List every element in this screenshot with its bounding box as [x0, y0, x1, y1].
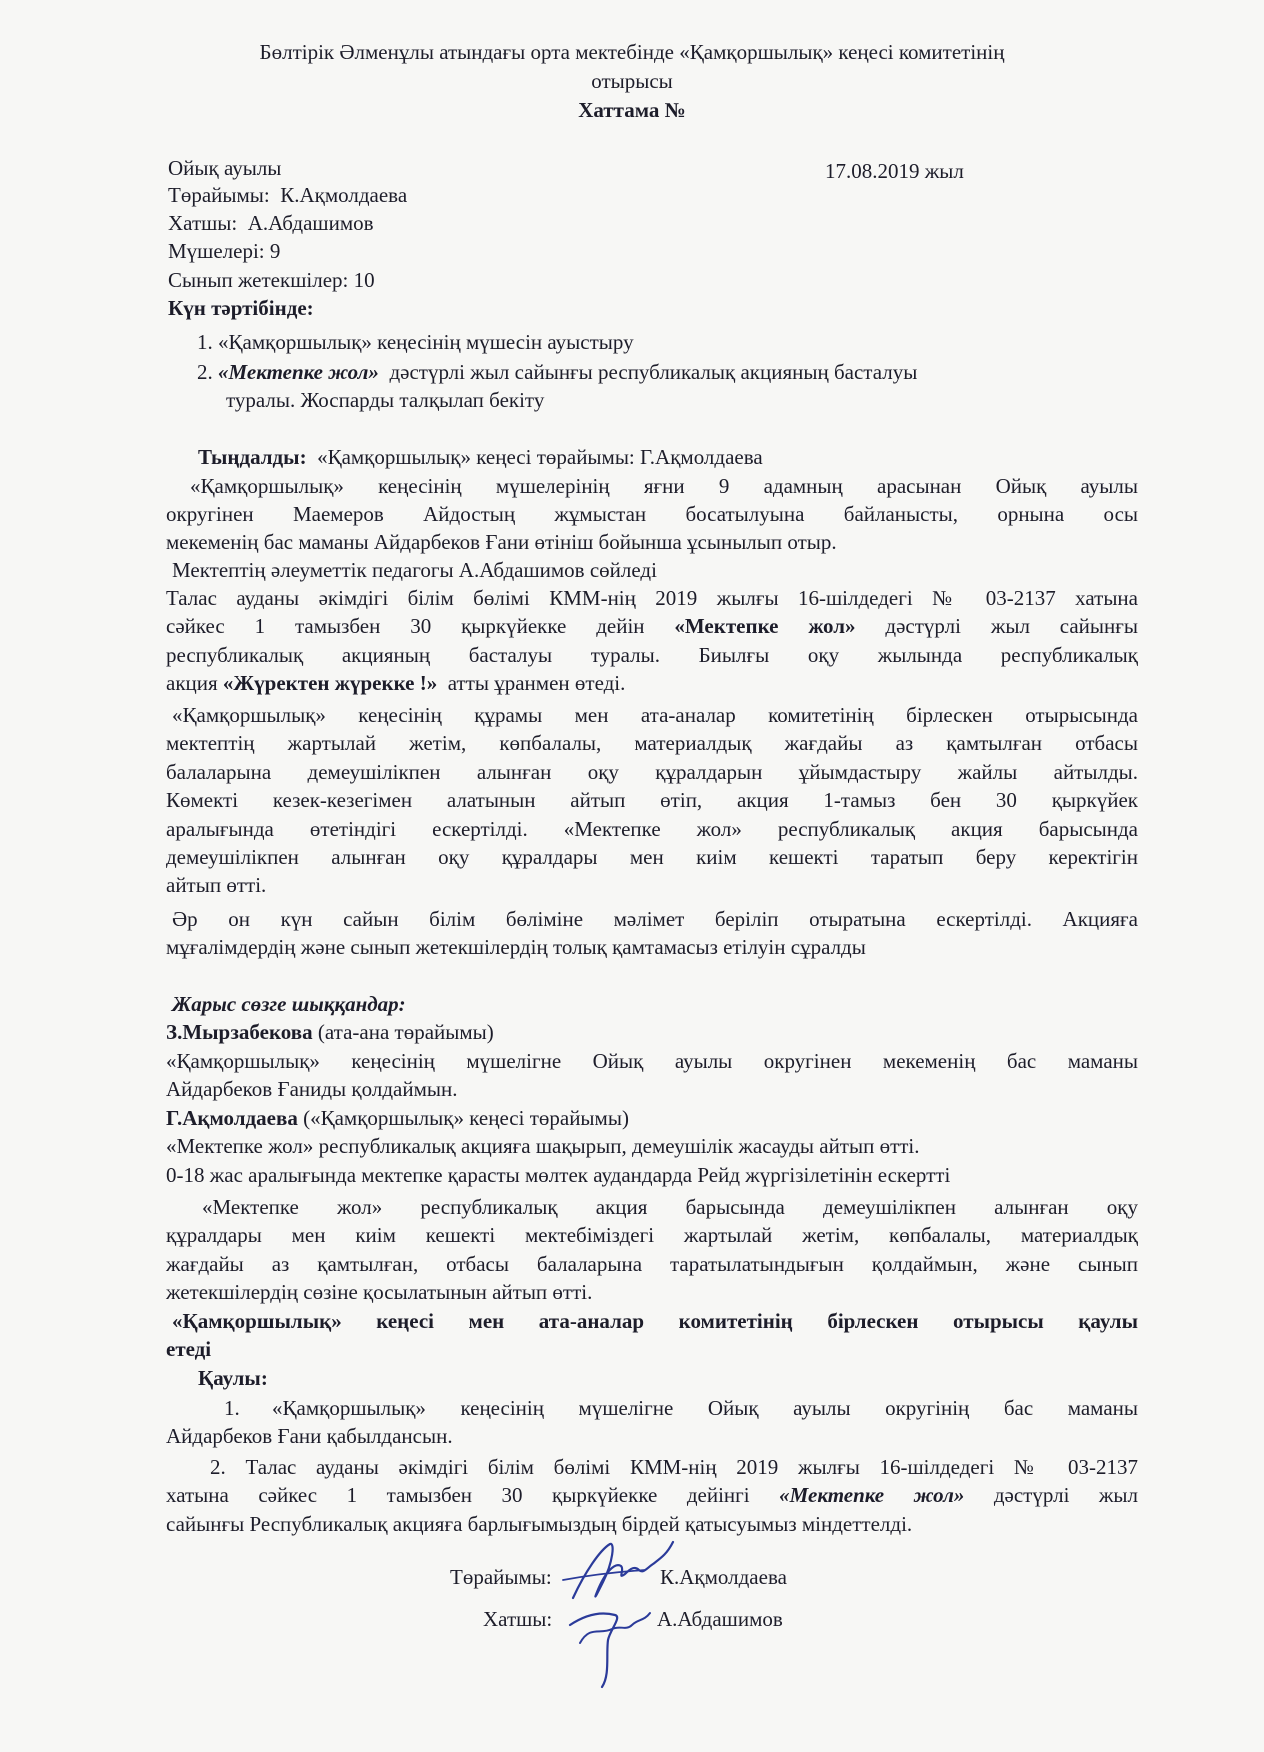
paragraph-line: Айдарбеков Ғаниды қолдаймын.: [166, 1077, 458, 1101]
listened-line: Тыңдалды: «Қамқоршылық» кеңесі төрайымы: Г.Ақмолдаева: [198, 445, 763, 469]
paragraph-line: республикалық акцияның басталуы туралы. Биылғы оқу жылында республикалық: [166, 643, 1138, 667]
agenda-item-2: 2. «Мектепке жол» дәстүрлі жыл сайынғы республикалық акцияның басталуы: [197, 360, 918, 384]
paragraph-line: «Қамқоршылық» кеңесінің мүшелігне Ойық ауылы округінен мекеменің бас маманы: [166, 1049, 1138, 1073]
paragraph-line: құралдары мен киім кешекті мектебіміздегі жартылай жетім, көпбалалы, материалдық: [166, 1223, 1138, 1247]
paragraph-line: «Мектепке жол» республикалық акцияға шақырып, демеушілік жасауды айтып өтті.: [166, 1134, 920, 1158]
paragraph-line: айтып өтті.: [166, 873, 267, 897]
resolution-item-1: «Қамқоршылық» кеңесінің мүшелігне Ойық ауылы округінің бас маманы: [272, 1396, 1138, 1420]
chair-label: Төрайымы:: [168, 183, 270, 207]
resolution-item-2: 2. Талас ауданы әкімдігі білім бөлімі КММ-нің 2019 жылғы 16-шілдедегі № 03-2137: [210, 1455, 1138, 1479]
chair-line: [168, 181, 407, 209]
paragraph-line: Көмекті кезек-кезегімен алатынын айтып өтіп, акция 1-тамыз бен 30 қыркүйек: [166, 788, 1138, 812]
chair-name: К.Ақмолдаева: [280, 183, 408, 207]
members-count: Мүшелері: 9: [168, 239, 281, 263]
paragraph-line: демеушілікпен алынған оқу құралдары мен киім кешекті таратып беру керектігін: [166, 845, 1138, 869]
paragraph-line: аралығында өтетіндігі ескертілді. «Мектепке жол» республикалық акция барысында: [166, 817, 1138, 841]
paragraph-line: сәйкес 1 тамызбен 30 қыркүйекке дейін «Мектепке жол» дәстүрлі жыл сайынғы: [166, 614, 1138, 638]
document-title: Бөлтірік Әлменұлы атындағы орта мектебінде «Қамқоршылық» кеңесі комитетінің: [259, 40, 1005, 64]
signature-chair-name: К.Ақмолдаева: [660, 1565, 787, 1589]
signature-secretary-label: Хатшы:: [483, 1607, 553, 1631]
paragraph-line: жетекшілердің сөзіне қосылатынын айтып өтті.: [166, 1280, 593, 1304]
resolution-heading: Қаулы:: [198, 1366, 268, 1390]
listened-label: Тыңдалды:: [198, 445, 307, 469]
protocol-number: Хаттама №: [578, 98, 686, 122]
secretary-name: А.Абдашимов: [247, 211, 374, 235]
resolution-item-1-cont: Айдарбеков Ғани қабылдансын.: [166, 1424, 453, 1448]
speaker-line: З.Мырзабекова (ата-ана төрайымы): [166, 1020, 494, 1044]
secretary-label: Хатшы:: [168, 211, 238, 235]
paragraph-line: Талас ауданы әкімдігі білім бөлімі КММ-нің 2019 жылғы 16-шілдедегі № 03-2137 хатына: [166, 586, 1138, 610]
agenda-item-2-cont: туралы. Жоспарды талқылап бекіту: [226, 388, 545, 412]
paragraph-line: жағдайы аз қамтылған, отбасы балаларына таратылатындығын қолдаймын, және сынып: [166, 1252, 1138, 1276]
paragraph-line: 0-18 жас аралығында мектепке қарасты мөлтек аудандарда Рейд жүргізілетінін ескертті: [166, 1163, 951, 1187]
debate-heading: Жарыс сөзге шыққандар:: [172, 992, 406, 1016]
paragraph-line: Мектептің әлеуметтік педагогы А.Абдашимов сөйледі: [172, 558, 657, 582]
paragraph-line: мекеменің бас маманы Айдарбеков Ғани өтініш бойынша ұсынылып отыр.: [166, 530, 837, 554]
resolution-intro-cont: етеді: [166, 1337, 212, 1361]
speaker-line: Г.Ақмолдаева («Қамқоршылық» кеңесі төрайымы): [166, 1106, 629, 1130]
meeting-place: Ойық ауылы: [168, 156, 282, 180]
signature-chair-label: Төрайымы:: [450, 1565, 552, 1589]
paragraph-line: мұғалімдердің және сынып жетекшілердің толық қамтамасыз етілуін сұралды: [166, 935, 866, 959]
resolution-item-2-cont: сайынғы Республикалық акцияға барлығымыздың бірдей қатысуымыз міндеттелді.: [166, 1512, 913, 1536]
paragraph-line: мектептің жартылай жетім, көпбалалы, материалдық жағдайы аз қамтылған отбасы: [166, 731, 1138, 755]
paragraph-line: «Мектепке жол» республикалық акция барысында демеушілікпен алынған оқу: [202, 1195, 1138, 1219]
paragraph-line: балаларына демеушілікпен алынған оқу құралдарын ұйымдастыру жайлы айтылды.: [166, 760, 1138, 784]
meeting-date: 17.08.2019 жыл: [825, 159, 964, 183]
paragraph-line: «Қамқоршылық» кеңесінің мүшелерінің яғни 9 адамның арасынан Ойық ауылы: [190, 474, 1138, 498]
paragraph-line: округінен Маемеров Айдостың жұмыстан босатылуына байланысты, орнына осы: [166, 502, 1138, 526]
agenda-heading: Күн тәртібінде:: [168, 296, 314, 320]
secretary-line: [168, 209, 374, 237]
paragraph-line: Әр он күн сайын білім бөліміне мәлімет беріліп отыратына ескертілді. Акцияға: [172, 907, 1138, 931]
paragraph-line: акция «Жүректен жүрекке !» атты ұранмен өтеді.: [166, 671, 626, 695]
signature-secretary-name: А.Абдашимов: [657, 1607, 783, 1631]
class-leaders-count: Сынып жетекшілер: 10: [168, 268, 375, 292]
resolution-intro: «Қамқоршылық» кеңесі мен ата-аналар комитетінің бірлескен отырысы қаулы: [172, 1309, 1138, 1333]
speaker-name: З.Мырзабекова: [166, 1020, 313, 1044]
secretary-signature: [560, 1585, 660, 1695]
document-title-line2: отырысы: [591, 69, 673, 93]
resolution-item-2-cont: хатына сәйкес 1 тамызбен 30 қыркүйекке дейінгі «Мектепке жол» дәстүрлі жыл: [166, 1483, 1139, 1507]
resolution-item-1-num: 1.: [224, 1396, 240, 1420]
agenda-item-1: 1. «Қамқоршылық» кеңесінің мүшесін ауыстыру: [197, 330, 634, 354]
speaker-name: Г.Ақмолдаева: [166, 1106, 298, 1130]
paragraph-line: «Қамқоршылық» кеңесінің құрамы мен ата-аналар комитетінің бірлескен отырысында: [172, 703, 1138, 727]
